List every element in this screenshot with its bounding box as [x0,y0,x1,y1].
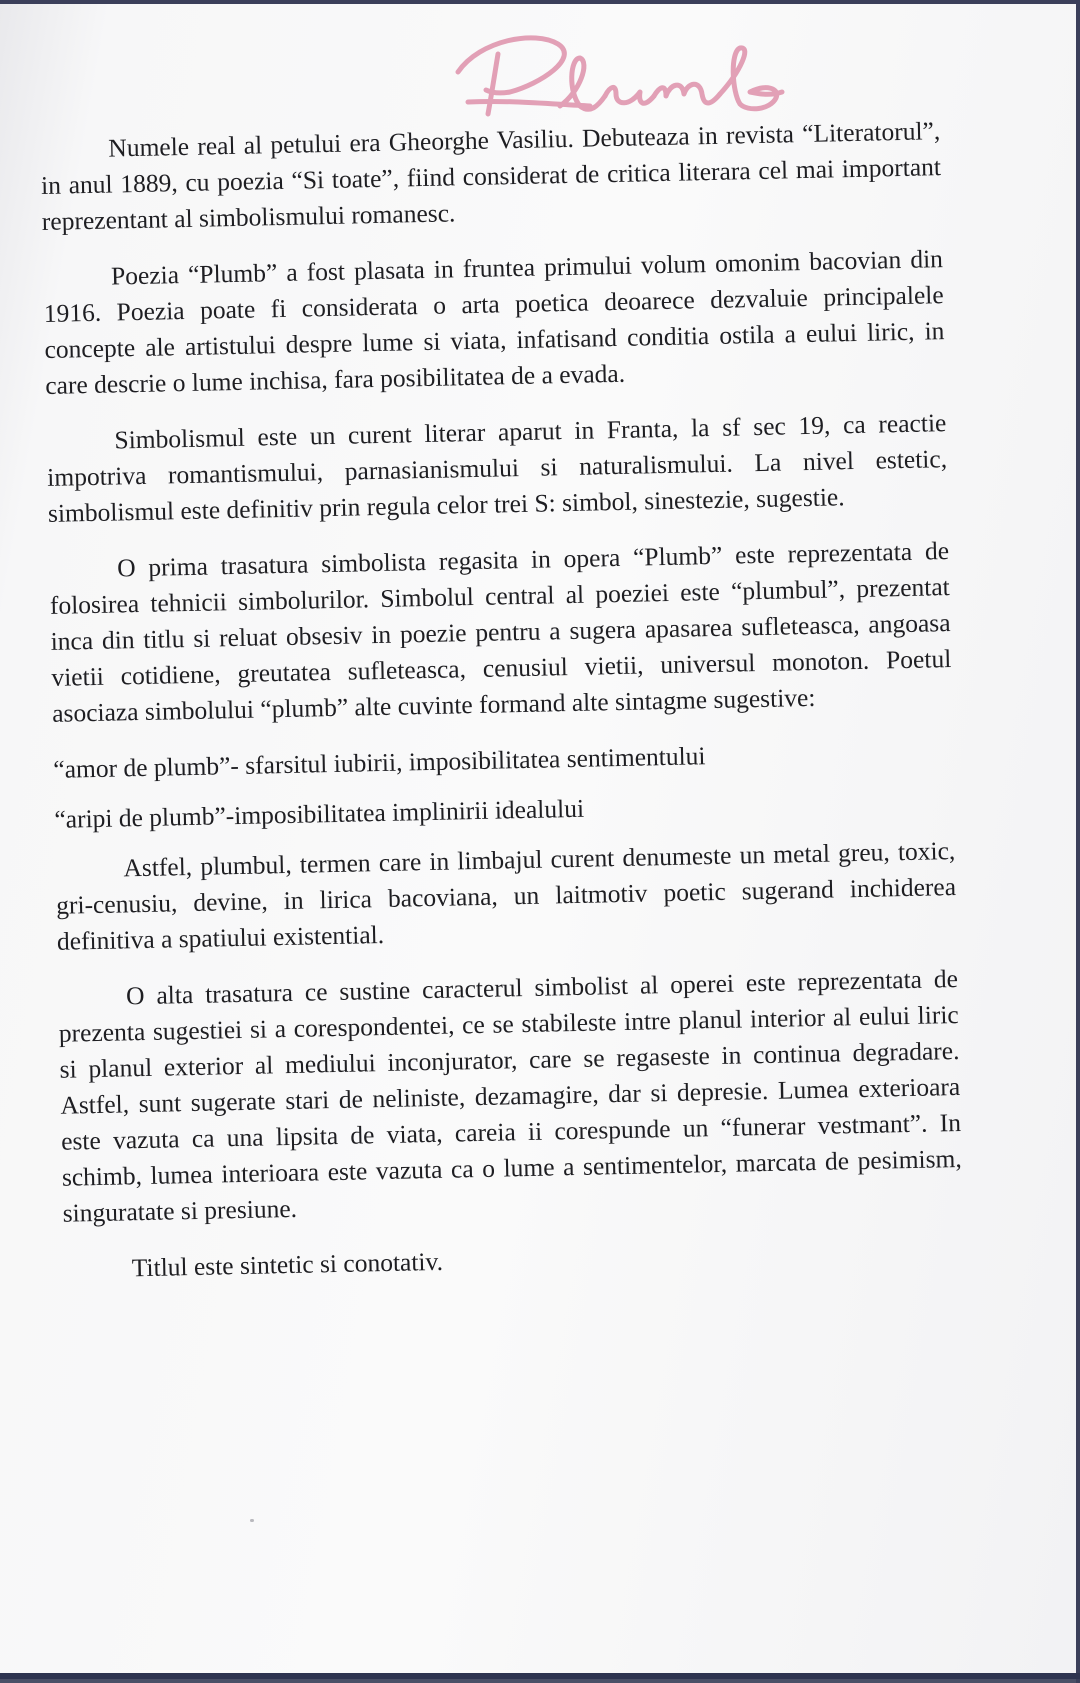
essay-body [40,113,964,1308]
paragraph-biography: Numele real al petului era Gheorghe Vasiliu. Debuteaza in revista “Literatorul”, in anul 1889, cu poezia “Si toate”, fiind considerat de critica literara cel mai important reprezentant al simbolismului romanesc. [40,116,942,236]
quote-line-aripi: “aripi de plumb”-imposibilitatea implinirii idealului [54,793,585,834]
paragraph-symbolism: Simbolismul este un curent literar aparut in Franta, la sf sec 19, ca reactie impotriva romantismului, parnasianismului si naturalismului. La nivel estetic, simbolismul este definitiv prin regula celor trei S: simbol, sinestezie, sugestie. [46,408,948,528]
quote-line-amor: “amor de plumb”- sfarsitul iubirii, imposibilitatea sentimentului [53,741,706,784]
page-edge [1076,4,1080,1683]
paper-speck [250,1519,254,1522]
paragraph-lead-metal: Astfel, plumbul, termen care in limbajul curent denumeste un metal greu, toxic, gri-cenusiu, devine, in lirica bacoviana, un laitmotiv poetic sugerand inchiderea definitiva a spatiului existential. [55,835,957,956]
paragraph-second-trait: O alta trasatura ce sustine caracterul simbolist al operei este reprezentata de prezenta sugestiei si a corespondentei, ce se stabileste intre planul interior al eului liric si planul exterior al mediului inconjurator, care se regaseste in continua degradare. Astfel, sunt sugerate stari de neliniste, dezamagire, dar si depresie. Lumea exterioara este vazuta ca una lipsita de viata, careia ii corespunde un “funerar vestmant”. In schimb, lumea interioara este vazuta ca o lume a sentimentelor, marcata de pesimism, singuratate si presiune. [58,963,963,1228]
paragraph-first-trait: O prima trasatura simbolista regasita in opera “Plumb” este reprezentata de folosirea tehnicii simbolurilor. Simbolul central al poeziei este “plumbul”, prezentat inca din titlu si reluat obsesiv in poezie pentru a sugera apasarea sufleteasca, angoasa vietii cotidiene, greutatea sufleteasca, cenusiul vietii, universul monoton. Poetul asociaza simbolului “plumb” alte cuvinte formand alte sintagme sugestive: [49,536,952,728]
paragraph-title-note: Titlul este sintetic si conotativ. [131,1246,444,1283]
paragraph-volume: Poezia “Plumb” a fost plasata in fruntea primului volum omonim bacovian din 1916. Poezia poate fi considerata o arta poetica deoarece dezvaluie principalele concepte ale artistului despre lume si viata, infatisand conditia ostila a eului liric, in care descrie o lume inchisa, fara posibilitatea de a evada. [43,244,945,400]
page-edge-bottom [0,1673,1080,1679]
